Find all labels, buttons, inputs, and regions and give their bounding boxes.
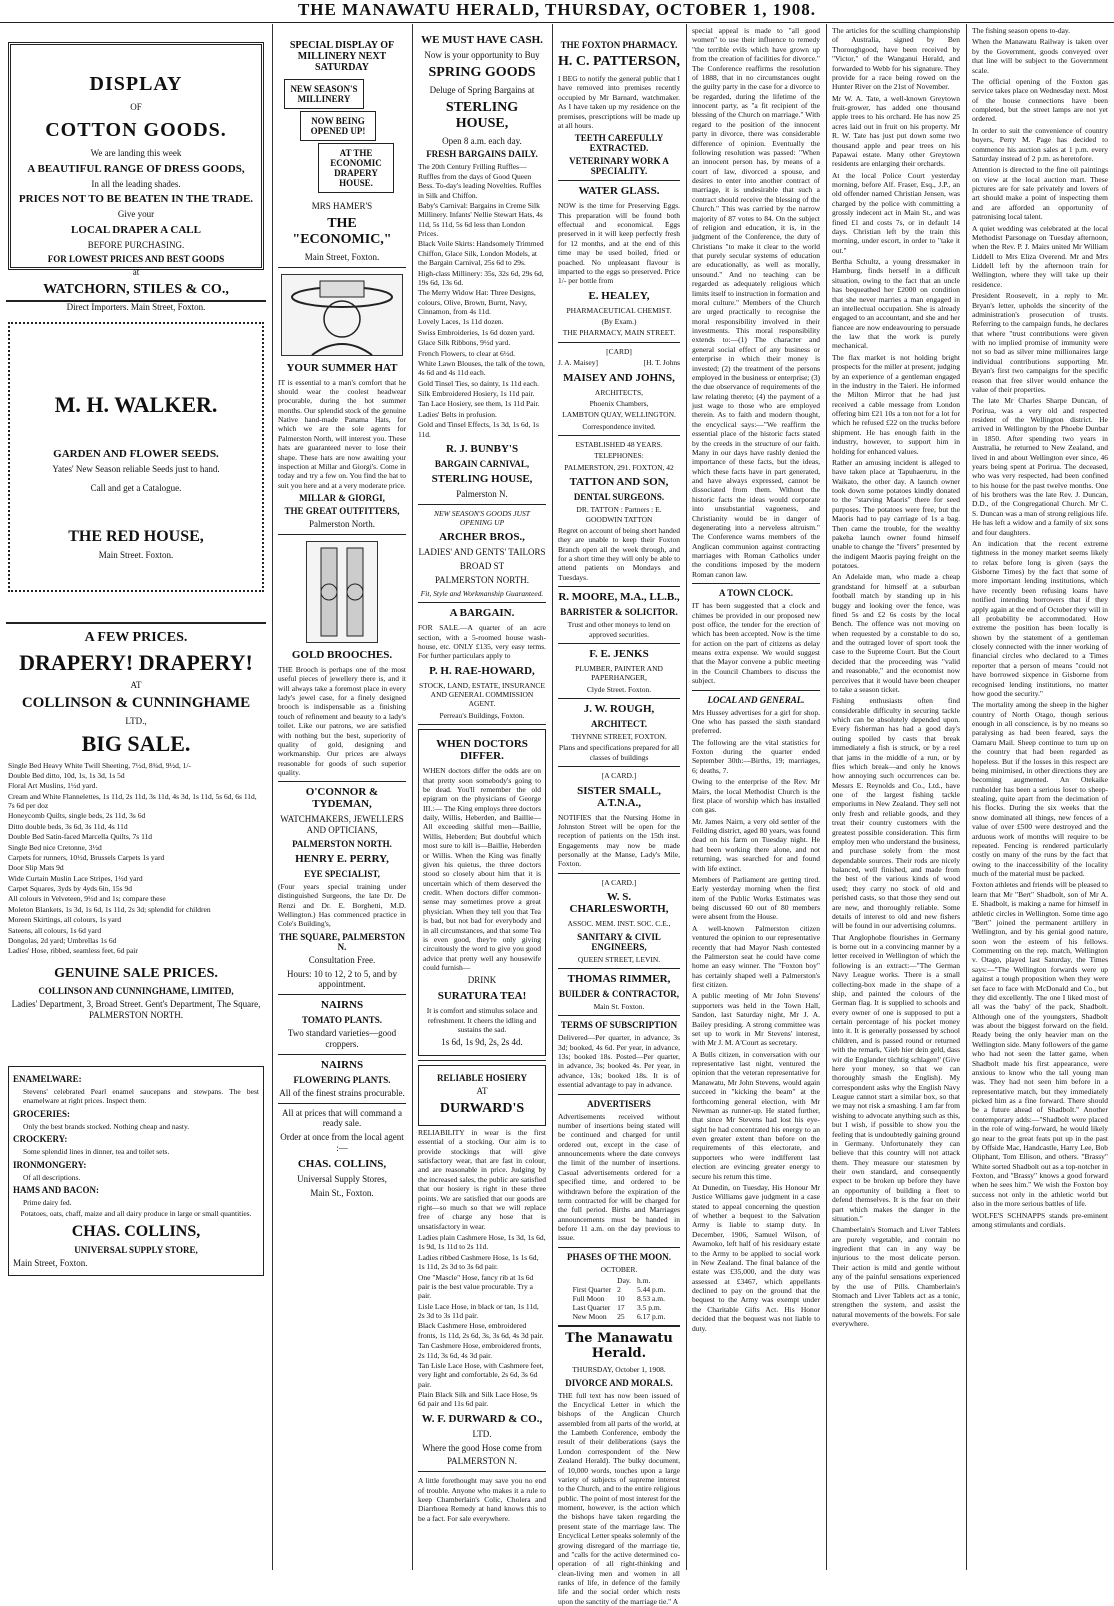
ad-text: In all the leading shades.: [17, 179, 255, 190]
ad-text: A BEAUTIFUL RANGE OF DRESS GOODS,: [17, 163, 255, 175]
ad-text: [CARD]: [558, 347, 680, 356]
ad-text: Hours: 10 to 12, 2 to 5, and by appointment.: [278, 969, 406, 991]
list-item: Swiss Embroideries, 1s 6d dozen yard.: [418, 328, 546, 337]
ad-text: Of all descriptions.: [13, 1173, 259, 1182]
ad-firm: W. F. DURWARD & CO.,: [418, 1413, 546, 1425]
ad-text: LADIES' AND GENTS' TAILORS: [418, 547, 546, 558]
brooch-illustration: [306, 541, 378, 643]
ad-firm: O'CONNOR & TYDEMAN,: [278, 786, 406, 810]
ad-text: ESTABLISHED 48 YEARS.: [558, 440, 680, 449]
bargain-list: [418, 162, 546, 439]
list-item: Ladies ribbed Cashmere Hose, 1s 1s 6d, 1s 11d, 2s 3d to 3s 6d pair.: [418, 1253, 546, 1272]
table-header: h.m.: [634, 1276, 668, 1285]
ad-firm: NAIRNS: [278, 999, 406, 1011]
hose-list: [418, 1233, 546, 1409]
article-body: President Roosevelt, in a reply to Mr. Bryan's letter, upholds the sincerity of the administration's prosecution of trusts. Referring to the campaign funds, he declares that where "trust contributions were given with no implied promise of immunity were not so bad as silver mine millionaires large individual contributions supporting Mr. Bryan's first two campaigns for the specific reason that free silver would enhance the value of their properties.: [972, 291, 1108, 394]
ad-text: UNIVERSAL SUPPLY STORE,: [13, 1245, 259, 1255]
ad-heading: ENAMELWARE:: [13, 1074, 259, 1084]
ad-firm: ARCHER BROS.,: [418, 531, 546, 543]
list-item: The 20th Century Frilling Ruffles—Ruffles from the days of Good Queen Bess. To-day's leading Novelties. Ruffles in Silk and Chiffon.: [418, 162, 546, 200]
table-row: [570, 1312, 669, 1321]
table-row: [570, 1294, 669, 1303]
price-list: [8, 761, 264, 956]
list-item: Double Bed ditto, 10d, 1s, 1s 3d, 1s 5d: [8, 771, 264, 780]
table-cell: 2: [614, 1285, 634, 1294]
ad-text: Ladies' Department, 3, Broad Street. Gent's Department, The Square, PALMERSTON NORTH.: [8, 999, 264, 1021]
ad-text: DRINK: [423, 975, 541, 986]
ad-text: Yates' New Season reliable Seeds just to hand.: [18, 464, 254, 475]
ad-text: BARRISTER & SOLICITOR.: [558, 607, 680, 617]
column-2: [274, 24, 410, 1570]
ad-text: Plans and specifications prepared for all classes of buildings: [558, 743, 680, 762]
list-item: Floral Art Muslins, 1½d yard.: [8, 781, 264, 790]
ad-text: DR. TATTON : Partners : E. GOODWIN TATTON: [558, 505, 680, 524]
ad-text: Where the good Hose come from: [418, 1443, 546, 1454]
article-body: The following are the vital statistics for Foxton during the quarter ended September 30th:—Births, 19; marriages, 6; deaths, 7.: [692, 738, 820, 776]
ad-title: DISPLAY: [17, 73, 255, 96]
list-item: Moleton Blankets, 1s 3d, 1s 6d, 1s 11d, 2s 3d; splendid for children: [8, 905, 264, 914]
ad-text: [558, 358, 680, 367]
ad-text: Main St. Foxton.: [558, 1002, 680, 1011]
ad-firm: R. MOORE, M.A., LL.B.,: [558, 591, 680, 603]
ad-title: A FEW PRICES.: [8, 630, 264, 646]
ad-text: GARDEN AND FLOWER SEEDS.: [18, 448, 254, 460]
ad-firm: E. HEALEY,: [558, 290, 680, 302]
ad-text: LTD.: [418, 1429, 546, 1440]
ad-text: ARCHITECT.: [558, 719, 680, 729]
ad-text: BROAD ST: [418, 561, 546, 572]
list-item: Sateens, all colours, 1s 6d yard: [8, 926, 264, 935]
ad-text: LOCAL DRAPER A CALL: [17, 224, 255, 236]
article-heading: YOUR SUMMER HAT: [278, 362, 406, 374]
ad-title: SPRING GOODS: [418, 65, 546, 81]
ad-body: Regret on account of being short handed they are unable to keep their Foxton Branch open all the week through, and for a short time they will only be able to attend patients on Mondays and Tuesdays.: [558, 526, 680, 582]
notice-body: Delivered—Per quarter, in advance, 3s 3d; booked, 4s 6d. Per year, in advance, 13s; booked 18s. Posted—Per quarter, in advance, 3s; booked 4s. Per year, in advance, 13s; booked 18s. It is of essential advantage to pay in advance.: [558, 1033, 680, 1089]
list-item: Silk Embroidered Hosiery, 1s 11d pair.: [418, 389, 546, 398]
ad-suratura: [418, 729, 546, 1056]
article-heading: ADVERTISERS: [558, 1099, 680, 1109]
ad-firm: HENRY E. PERRY,: [278, 853, 406, 865]
table-cell: 25: [614, 1312, 634, 1321]
ad-text: BARGAIN CARNIVAL,: [418, 459, 546, 469]
ad-body: FOR SALE.—A quarter of an acre section, with a 5-roomed house wash-house, etc. ONLY £135, very easy terms. For further particulars apply to: [418, 623, 546, 661]
ad-firm: P. H. RAE-HOWARD,: [418, 665, 546, 677]
article-body: Chamberlain's Stomach and Liver Tablets are purely vegetable, and contain no ingredient that can in any way be injurious to the most delicate person. Their action is mild and gentle without any of the painful sensations experienced by the use of Pills. Chamberlain's Stomach and Liver Tablets act as a tonic, strengthen the system, and assist the natural movements of the bowels. For sale everywhere.: [832, 1225, 960, 1328]
list-item: Glace Silk Ribbons, 9½d yard.: [418, 338, 546, 347]
ad-text: SANITARY & CIVIL ENGINEERS,: [558, 932, 680, 952]
ad-text: Direct Importers. Main Street, Foxton.: [17, 302, 255, 313]
ad-durward: [418, 1065, 546, 1126]
ad-text: PALMERSTON N.: [418, 1456, 546, 1467]
ad-text: OF: [17, 102, 255, 113]
ad-text: FOR LOWEST PRICES AND BEST GOODS: [17, 254, 255, 264]
column-7: [968, 24, 1112, 1570]
ad-collinson: [8, 630, 264, 1030]
article-body: special appeal is made to "all good women" to use their influence to remedy "the terrible evils which have grown up from the creation of facilities for divorce." The Conference reaffirms the resolution of 1888, that in no circumstances ought the guilty party in the case for a divorce to be regarded, during the lifetime of the innocent party, as "a fit recipient of the blessing of the Church on marriage." With regard to the position of the innocent party in divorce, there was considerable difference of opinion. Eventually the following resolution was passed: "When an innocent person has, by means of a court of law, divorced a spouse, and desires to enter into another contract of marriage, it is undesirable that such a contract should receive the blessing of the Church." This was carried by the narrow majority of 87 votes to 84. On the subject of religion and education, it is, in the judgment of the Conference, the duty of Christians "to make it clear to the world that purely secular systems of education are educationally, as well as morally, unsound." And no teaching can be regarded as adequately religious which limits itself to instruction in formation and moral culture." Members of the Church are urged practically to recognise the moral responsibility involved in their investments. This moral responsibility extends to:—(1) The character and general social effect of any business or enterprise in which their money is invested; (2) the treatment of the persons employed in the business or enterprise; (3) the due observance of requirements of the law relating thereto; (4) the payment of a just wage to those who are employed therein. As to faith and modern thought, the encyclical says:—"We reaffirm the essential place of the historic facts stated by the creeds in the structure of our faith. Many in our days have rashly denied the importance of these facts, but the ideas, which these facts have in part generated, and have always expressed, cannot be dissociated from them. Without the historic facts the ideas would corporate into unsubstantial vagueness, and Christianity would be in danger of degenerating into a nerveless altruism." The Conference warns members of the Anglican communion against contracting marriages with Roman Catholics under the conditions imposed by the modern Roman canon law.: [692, 26, 820, 579]
ad-text: Correspondence invited.: [558, 422, 680, 431]
table-header: Day.: [614, 1276, 634, 1285]
ad-text: We are landing this week: [17, 148, 255, 159]
list-item: French Flowers, to clear at 6½d.: [418, 349, 546, 358]
ad-body: WHEN doctors differ the odds are on that pretty soon somebody's going to be dead. You'll remember the old epigram on the physicians of George III.:— The King employs three doctors daily, Willis, Heberden, and Baillie—All exceeding skilful men—Baillie, Willis, Heberden; But doubtful which most sure to kill is—Baillie, Heberden or Willis. When the King was finally given his quietus, the three doctors stood so closely about him that it is uncertain which of them deserved the credit. When doctors differ common-sense may sometimes prove a great physician. When they tell you that Tea is bad, but not bad for everybody and in all circumstances, and that some Tea is even good, they're only giving circuitously the word to give you good advice that pretty well any housewife could furnish—: [423, 766, 541, 972]
table-row: [570, 1285, 669, 1294]
article-body: When the Manawatu Railway is taken over by the Government, goods conveyed over that line will be subject to the Government scale.: [972, 37, 1108, 75]
table-cell: Full Moon: [570, 1294, 615, 1303]
article-heading: PHASES OF THE MOON.: [558, 1252, 680, 1262]
ad-firm: CHAS. COLLINS,: [278, 1158, 406, 1170]
ad-text: MRS HAMER'S: [278, 201, 406, 212]
ad-text: Deluge of Spring Bargains at: [418, 85, 546, 96]
newspaper-title: The Manawatu Herald.: [558, 1331, 680, 1361]
ad-text: ASSOC. MEM. INST. SOC. C.E.,: [558, 919, 680, 928]
ad-firm: SISTER SMALL, A.T.N.A.,: [558, 785, 680, 809]
ad-firm: W. S. CHARLESWORTH,: [558, 891, 680, 915]
ad-text: Palmerston North.: [278, 519, 406, 530]
table-cell: First Quarter: [570, 1285, 615, 1294]
article-body: An indication that the recent extreme tightness in the money market seems likely to relax before long is given (says the Gisborne Times) by the fact that some of more important lending institutions, which have recently been refusing loans have notified intending borrowers that if they apply again at the end of October they will in all probability be accommodated. How extreme the position has been locally is shown by the statement of a gentleman closely connected with the inner working of financial circles who declared to a Times reporter that a person of means "could not have borrowed sixpence in Gisborne from recognised lending institutions, no matter how good the security.": [972, 539, 1108, 698]
article-heading: LOCAL AND GENERAL.: [692, 695, 820, 705]
ad-text: Fit, Style and Workmanship Guaranteed.: [418, 589, 546, 598]
ad-text: TOMATO PLANTS.: [278, 1015, 406, 1025]
article-body: The mortality among the sheep in the higher country of North Otago, though serious enough in all conscience, is by no means so paralysing as had been feared, says the Oamaru Mail. Sheep continue to turn up on the country that had been regarded as hopeless. But if the losses in this respect are being minimised, in other directions they are becoming augmented. An Otekaike runholder has been a serious loser to sheep-stealing, quite apart from the decimation of his flocks. During the six weeks that the snow dominated all things, new fences of a value of over £500 were destroyed and the arduous work of months will require to be repeated. Fencing is rendered particularly costly on many of the runs by the fact that owing to the inaccessibility of the locality much of the material must be packed.: [972, 700, 1108, 878]
ad-firm: WATCHORN, STILES & CO.,: [17, 282, 255, 298]
ad-firm: SURATURA TEA!: [423, 990, 541, 1002]
ad-text: Open 8 a.m. each day.: [418, 136, 546, 147]
ad-text: Trust and other moneys to lend on approved securities.: [558, 620, 680, 639]
table-cell: 3.5 p.m.: [634, 1303, 668, 1312]
ad-title: SPECIAL DISPLAY OF MILLINERY NEXT SATURDAY: [278, 40, 406, 73]
article-heading: WHEN DOCTORS DIFFER.: [423, 738, 541, 762]
article-body: A Bulls citizen, in conversation with our representative last night, ventured the opinion that the veteran representative for Manawatu, Mr John Stevens, would again succeed in "kicking the beam" at the forthcoming general election, with Mr Newman as runner-up. He stated further, that since Mr Stevens had lost his eye-sight he had concentrated his energy to an even greater extent than before on the requirements of this electorate, and supporters who were indifferent last election are evincing greater energy to secure his return this time.: [692, 1050, 820, 1181]
list-item: Gold Tinsel Ties, so dainty, 1s 11d each.: [418, 379, 546, 388]
list-item: Carpets for runners, 10½d, Brussels Carpets 1s yard: [8, 853, 264, 862]
ad-text: DENTAL SURGEONS.: [558, 492, 680, 502]
ad-text: at: [17, 267, 255, 278]
article-heading: TERMS OF SUBSCRIPTION: [558, 1020, 680, 1030]
ad-heading: IRONMONGERY:: [13, 1160, 259, 1170]
article-body: Mr. James Nairn, a very old settler of the Feilding district, aged 80 years, was found dead on his farm on Tuesday night. He had been working there alone, and not returning, was searched for and found with life extinct.: [692, 817, 820, 873]
partner-left: J. A. Maisey]: [558, 358, 598, 367]
list-item: Tan Lace Hosiery, see them, 1s 11d Pair.: [418, 399, 546, 408]
list-item: The Merry Widow Hat: Three Designs, colours, Olive, Brown, Burnt, Navy, Cinnamon, from 4s 11d.: [418, 288, 546, 316]
article-heading: DIVORCE AND MORALS.: [558, 1378, 680, 1388]
article-body: The official opening of the Foxton gas service takes place on Wednesday next. Most of the house connections have been completed, but the street lamps are not yet ordered.: [972, 77, 1108, 124]
list-item: Door Slip Mats 9d: [8, 863, 264, 872]
list-item: All colours in Velveteen, 9½d and 1s; compare these: [8, 894, 264, 903]
table-cell: 10: [614, 1294, 634, 1303]
article-body: The late Mr Charles Sharpe Duncan, of Porirua, was a very old and respected resident of the Wellington district. He arrived in Wellington by the Phoebe Dunbar in 1850. After spending two years in Australia, he returned to New Zealand, and lived in and about Wellington ever since, 46 years being spent at Porirua. The deceased, who was very respected, had been confined to his house for the past twelve months. One of his brothers was the late Rev. J. Duncan, D.D., of the Congregational Church. Mr C. S. Duncan was a man of strong religious life. He has left a widow and a family of six sons and four daughters.: [972, 396, 1108, 537]
ad-text: LAMBTON QUAY, WELLINGTON.: [558, 410, 680, 419]
ad-body: THE Brooch is perhaps one of the most useful pieces of jewellery there is, and it will always take a foremost place in every lady's jewel case, for a finely designed brooch is indispensable as a finishing touch of refinement and beauty to a lady's toilet. Like our patrons, we are satisfied with nothing but the best, superiority of quality of gold, designing and workmanship. Our prices are always reasonable for goods of such superior quality.: [278, 665, 406, 778]
ad-text: PALMERSTON NORTH.: [418, 575, 546, 586]
list-item: Dongolas, 2d yard; Umbrellas 1s 6d: [8, 936, 264, 945]
ad-text: PRICES NOT TO BE BEATEN IN THE TRADE.: [17, 193, 255, 205]
ad-text: Potatoes, oats, chaff, maize and all dairy produce in large or small quantities.: [13, 1209, 259, 1218]
list-item: Tan Lisle Lace Hose, with Cashmere feet, very light and comfortable, 2s 6d, 3s 6d pair.: [418, 1361, 546, 1389]
ad-text: VETERINARY WORK A SPECIALITY.: [558, 156, 680, 176]
ad-text: All of the finest strains procurable.: [278, 1088, 406, 1099]
ad-text: NEW SEASON'S GOODS JUST OPENING UP: [418, 509, 546, 528]
article-body: Mrs Hussey advertises for a girl for shop. One who has passed the sixth standard preferred.: [692, 708, 820, 736]
article-body: Rather an amusing incident is alleged to have taken place at Tapuhaeruru, in the Waikato, the other day. A launch owner took down some potatoes kindly donated to the "starving Maoris" there for seed purposes. The potatoes were free, but the Maoris had to pay carriage of 1s a bag. Then came the trouble, for the wealthy pakeha launch owner found himself unable to change the "fivers" presented by the indigent Maoris paying freight on the potatoes.: [832, 458, 960, 571]
ad-text: Call and get a Catalogue.: [18, 483, 254, 494]
list-item: Wide Curtain Muslin Lace Stripes, 1½d yard: [8, 874, 264, 883]
column-1: [2, 24, 270, 1570]
ad-firm: J. W. ROUGH,: [558, 703, 680, 715]
ad-archer: [418, 509, 546, 599]
article-body: The flax market is not holding bright prospects for the miller at present, judging by an experience of a gentleman engaged in the industry in the Taieri. He informed the Milton Mirror that he had just received a cable message from London offering him £21 10s a ton not for a lot for which he refused £22 on the trucks before shipment. He has enough faith in the industry, however, to support him in holding for enhanced values.: [832, 353, 960, 456]
article-body: Fishing enthusiasts often find considerable difficulty in securing tackle which can be absolutely depended upon. Every fisherman has had a good day's outing spoiled by casts that break immediately a fish is struck, or by a reel that jams in the middle of a run, or by flies which break—and only he knows how annoying such occurrences can be. Messrs E. Reynolds and Co., Ltd., have one of the largest fishing tackle emporiums in New Zealand. They sell not only fresh and reliable goods, and they treat their country customers with the greatest possible consideration. This firm employ men who understand the business, and purchase solely from the most dependable sources. Their rods are nicely balanced, well finished, and made from the best of the various kinds of wood used; they carry no stock of old and perished casts, so that those they send out are new, and thoroughly reliable. Some details of interest to old and new fishers will be found in our advertising columns.: [832, 696, 960, 930]
ad-box: AT THE ECONOMIC DRAPERY HOUSE.: [318, 143, 394, 193]
ad-body: RELIABILITY in wear is the first essential of a stocking. Our aim is to provide stockings that will give satisfactory wear, that are fast in colour, and are reasonable in price. Judging by the increased sales, the public are satisfied that our hosiery is right in these three points. We are satisfied that our goods are right—so much so that we will replace free of charge any hose that is unsatisfactory in wear.: [418, 1128, 546, 1231]
article-heading: A BARGAIN.: [418, 607, 546, 619]
list-item: High-class Millinery: 35s, 32s 6d, 29s 6d, 19s 6d, 13s 6d.: [418, 269, 546, 288]
article-body: The articles for the sculling championship of Australia, signed by Ben Thoroughgood, have been received by "Victor," of the Wanganui Herald, and forwarded to Webb for his signature. They provide for a race being rowed on the Hunter River on the 21st of November.: [832, 26, 960, 92]
article-body: At Dunedin, on Tuesday, His Honour Mr Justice Williams gave judgment in a case stated to appeal concerning the question of whether a bequest to the Salvation Army is liable to stamp duty. In December, 1906, Samuel Wilson, of Awamoko, left half of his residuary estate to the Army to be applied to social work in New Zealand. The final balance of the estate was £35,000, and the duty was assessed at £3467, which appellants declined to pay on the ground that the bequest to the Army was exempt under the Charitable Gifts Act. His Honor decided that the bequest was not liable to duty.: [692, 1183, 820, 1333]
column-rule: [826, 24, 827, 1570]
ad-text: Order at once from the local agent :—: [278, 1132, 406, 1154]
article-body: Owing to the enterprise of the Rev. Mr Mairs, the local Methodist Church is the first place of worship which has installed con gas.: [692, 777, 820, 815]
ad-text: Main Street, Foxton.: [13, 1258, 259, 1269]
ad-body: I BEG to notify the general public that I have removed into premises recently occupied by Mr Barnard, watchmaker. As I have taken up my residence on the premises, prescriptions will be made up at all hours.: [558, 74, 680, 130]
column-rule: [272, 24, 273, 1570]
ad-text: Stevens' celebrated Pearl enamel saucepans and stewpans. The best enamelware at right prices. Inspect them.: [13, 1087, 259, 1106]
ad-firm: MILLAR & GIORGI,: [278, 493, 406, 503]
ad-text: WATCHMAKERS, JEWELLERS AND OPTICIANS,: [278, 814, 406, 836]
ad-text: Phoenix Chambers,: [558, 399, 680, 408]
ad-text: PHARMACEUTICAL CHEMIST.: [558, 306, 680, 315]
ad-text: ARCHITECTS,: [558, 388, 680, 397]
list-item: One "Mascle" Hose, fancy rib at 1s 6d pair is the best value procurable. Try a pair.: [418, 1273, 546, 1301]
ad-text: Some splendid lines in dinner, tea and toilet sets.: [13, 1147, 259, 1156]
list-item: Moreen Skirtings, all colours, 1s yard: [8, 915, 264, 924]
list-item: Single Bed nice Cretonne, 3½d: [8, 843, 264, 852]
ad-text: 1s 6d, 1s 9d, 2s, 2s 4d.: [423, 1037, 541, 1048]
ad-text: Give your: [17, 209, 255, 220]
ad-text: QUEEN STREET, LEVIN.: [558, 955, 680, 964]
ad-body: NOW is the time for Preserving Eggs. This preparation will be found both effectual and economical. Eggs preserved in it will keep perfectly fresh for 12 months, and at the end of this time may be used boiled, fried or poached. No unpleasant flavour is imparted to the eggs so preserved. Price 1/- per bottle from: [558, 201, 680, 285]
table-row: [570, 1303, 669, 1312]
ad-watchorn-stiles: [8, 42, 264, 270]
ad-text: PALMERSTON NORTH.: [278, 839, 406, 849]
article-body: An Adelaide man, who made a cheap grandstand for himself at a suburban football match by standing up in his buggy and looking over the fence, was fined 5s and £2 6s costs by the local Bench. The offence was not moving on when requested by a constable to do so, and the outraged lover of sport took the case to the Supreme Court. But the Court decided that the proceeding was "valid and reasonable," and the economist now perceives that it would have been cheaper to take a season ticket.: [832, 572, 960, 694]
article-heading: GOLD BROOCHES.: [278, 649, 406, 661]
article-body: Attention is directed to the fine oil paintings on view at the local auction mart. These pictures are for sale privately and lovers of art should make a point of inspecting them and are afforded an opportunity of patronising local talent.: [972, 165, 1108, 221]
table-cell: New Moon: [570, 1312, 615, 1321]
ad-text: EYE SPECIALIST,: [278, 869, 406, 879]
ad-title: GENUINE SALE PRICES.: [8, 966, 264, 982]
column-6: [828, 24, 964, 1570]
ad-firm: CHAS. COLLINS,: [13, 1223, 259, 1241]
ad-text: Clyde Street. Foxton.: [558, 685, 680, 694]
ad-text: Main Street. Foxton.: [18, 550, 254, 561]
ad-title: DRAPERY! DRAPERY!: [8, 650, 264, 676]
ad-text: PLUMBER, PAINTER AND PAPERHANGER,: [558, 664, 680, 683]
ad-heading: HAMS AND BACON:: [13, 1185, 259, 1195]
ad-firm: TATTON AND SON,: [558, 476, 680, 488]
ad-text: All at prices that will command a ready sale.: [278, 1108, 406, 1130]
list-item: Ladies' Belts in profusion.: [418, 410, 546, 419]
article-body: Mr W. A. Tate, a well-known Greytown fruit-grower, has added one thousand apple trees to his orchard. He has now 25 acres laid out in fruit on his property. Mr R. W. Tate has just put down some two thousand apple and pear trees on his Papawai estate. Many other Greytown residents are enlarging their orchards.: [832, 94, 960, 169]
ad-text: COLLINSON AND CUNNINGHAME, LIMITED,: [8, 986, 264, 996]
ad-text: Now is your opportunity to Buy: [418, 50, 546, 61]
ad-text: (By Exam.): [558, 317, 680, 326]
ad-title: RELIABLE HOSIERY: [423, 1073, 541, 1083]
ad-firm: M. H. WALKER.: [18, 392, 254, 418]
article-body: WOLFE'S SCHNAPPS stands pre-eminent among stimulants and cordials.: [972, 1211, 1108, 1230]
list-item: Gold and Tinsel Effects, 1s 3d, 1s 6d, 1s 11d.: [418, 420, 546, 439]
article-body: A well-known Palmerston citizen ventured the opinion to our representative recently that had Mayor Nash contested the Palmerston seat he could have come home an easy winner. The "Foxton boy" has certainly shaped well a Palmerston's first citizen.: [692, 924, 820, 990]
list-item: Ladies' Hose, ribbed, seamless feet, 6d pair: [8, 946, 264, 955]
column-4: [554, 24, 684, 1570]
article-body: Foxton athletes and friends will be pleased to learn that Mr "Bert" Shadbolt, son of Mr A. E. Shadbolt, is making a name for himself in athletic circles in Wellington. Some time ago "Bert" joined the permanent artillery in Wellington, and by his genial good nature, soon won the esteem of his fellows. Commenting on the rep. match, Wellington v. Otago, played last Saturday, the Times says:—"The Wellington forwards were up against a tough proposition when they were set face to face with McDonald and Co., but they did excellently. The one I liked most of all was the 'baby' of the pack, Shadbolt. Although one of the youngsters, Shadbolt was about the biggest forward on the field. Ready being the only heavier man on the Wellington side. Many followers of the game who had not seen the latter game, when Shadbolt made his first appearance, were anxious to know who the tall young man was. They had not seen him before in a representative match, but they immediately picked him as a fine forward. There should be a future ahead of Shadbolt." Another contemporary adds:—"Shadbolt were placed in the role of wing-forward, he would likely go near to the great feats put up in the past by Offside Mac, Handcastle, Harry Lee, Bob Oliphant, Tom Ellison, and others. "Brassy" White sorted Shadbolt out as a top-notcher in Foxton, and "Brassy" knows a good forward when he sees him." We wish the Foxton boy success not only in the athletic world but also in the more serious battles of life.: [972, 880, 1108, 1208]
article-body: At the local Police Court yesterday morning, before Alf. Fraser, Esq., J.P., an old offender named Christian Jensen, was charged by the police with committing a grossly indecent act in Main St., and was fined £1 and costs 7s, or in default 14 days. Christian left by the train this morning, under escort, in order to "take it out.": [832, 171, 960, 255]
ad-chas-collins: [8, 1066, 264, 1276]
ad-title: BIG SALE.: [8, 731, 264, 757]
article-body: IT has been suggested that a clock and chimes be provided in our proposed new post office, the tender for the erection of which has been accepted. Now is the time for action on the part of citizens as delay means extra expense. We would suggest that the Mayor convene a public meeting in the Council Chambers to discuss the subject.: [692, 601, 820, 685]
article-body: That Anglophobe flourishes in Germany is borne out in a convincing manner by a letter received in Wellington of which the following is an extract:—"The German Navy League works. There is a small collecting-box made in the shape of a ship, and painted the colours of the German flag. It is supplied to schools and every owner of one is supposed to put a certain percentage of his pocket money into it. It is generally possessed by school children, and is passed round or returned with the remark, 'Gieb hier dein geld, dass wir die Englander tüchtig schlagen!' (Give here your money, so that we can thoroughly smash the English). My correspondent asks why the English Navy League cannot start a similar box, so that we may not risk a smashing. I am far from wishing to advocate anything such as this, but I wish, if possible to show you the feeling that is undoubtedly gaining ground in Germany. Unfortunately they can believe that this country will not attack them. They measure our statesmen by their own standard, and consequently expect to be broken up before they have an opportunity of building a fleet to defend themselves. It is the fear on their part which makes the danger in the situation.": [832, 933, 960, 1224]
list-item: Ditto double beds, 3s 6d, 3s 11d, 4s 11d: [8, 822, 264, 831]
article-body: In order to suit the convenience of country buyers, Perry M. Page has decided to commence his auction sales at 1 p.m. every Saturday instead of 2 p.m. as heretofore.: [972, 126, 1108, 164]
ad-title: THE FOXTON PHARMACY.: [558, 40, 680, 50]
ad-firm: THOMAS RIMMER,: [558, 973, 680, 985]
ad-firm: THE RED HOUSE,: [18, 528, 254, 546]
ad-body: NOTIFIES that the Nursing Home in Johnston Street will be open for the reception of patients on the 15th inst. Engagements may now be made personally at the Manse, Lady's Mile, Foxton.: [558, 813, 680, 869]
ad-title: WE MUST HAVE CASH.: [418, 34, 546, 46]
article-body: THE full text has now been issued of the Encyclical Letter in which the bishops of the Anglican Church assembled from all parts of the world, at the Lambeth Conference, embody the result of their deliberations (says the London correspondent of the New Zealand Herald). The bulky document, of 10,000 words, touches upon a large variety of subjects of supreme interest to the Church, and to the entire religious public. The point of most interest for the moment, however, is the action which the bishops have taken regarding the present state of the marriage law. The Encyclical Letter speaks solemnly of the growing disregard of the marriage tie, and "calls for the active determined co-operation of all right-thinking and clean-living men and women in all ranks of life, in defence of the family life and the social order which rests upon the sanctity of the marriage tie." A: [558, 1391, 680, 1606]
list-item: Black Cashmere Hose, embroidered fronts, 1s 11d, 2s 6d, 3s, 3s 6d, 4s 3d pair.: [418, 1321, 546, 1340]
list-item: Plain Black Silk and Silk Lace Hose, 9s 6d pair and 11s 6d pair.: [418, 1390, 546, 1409]
ad-text: [A CARD.]: [558, 771, 680, 780]
ad-text: It is comfort and stimulus solace and refreshment. It cheers the idling and sustains the sad.: [423, 1006, 541, 1034]
list-item: Black Voile Skirts: Handsomely Trimmed Chiffon, Glace Silk, London Models, at the Bargain Carnival, 25s 6d to 29s.: [418, 239, 546, 267]
article-body: Bertha Schultz, a young dressmaker in Hamburg, finds herself in a difficult situation, owing to the fact that an uncle has bequeathed her £2000 on condition that she never marries a man engaged in an intellectual occupation. She is already engaged to an accountant, and she and her fiancee are now endeavouring to persuade the law that the work is purely mechanical.: [832, 257, 960, 351]
table-cell: 5.44 p.m.: [634, 1285, 668, 1294]
list-item: Ladies plain Cashmere Hose, 1s 3d, 1s 6d, 1s 9d, 1s 11d to 2s 11d.: [418, 1233, 546, 1252]
table-cell: 17: [614, 1303, 634, 1312]
article-heading: A TOWN CLOCK.: [692, 588, 820, 598]
ad-text: Universal Supply Stores,: [278, 1174, 406, 1185]
man-in-hat-illustration: [281, 274, 403, 356]
ad-text: THE GREAT OUTFITTERS,: [278, 506, 406, 516]
article-body: The fishing season opens to-day.: [972, 26, 1108, 35]
column-5: [688, 24, 824, 1570]
ad-box: NOW BEING OPENED UP!: [300, 111, 376, 141]
ad-text: Main Street, Foxton.: [278, 252, 406, 263]
ad-text: LTD.,: [8, 716, 264, 727]
ad-text: Only the best brands stocked. Nothing cheap and nasty.: [13, 1122, 259, 1131]
ad-heading: GROCERIES:: [13, 1109, 259, 1119]
ad-text: FLOWERING PLANTS.: [278, 1075, 406, 1085]
ad-text: TEETH CAREFULLY EXTRACTED.: [558, 133, 680, 153]
ad-text: Two standard varieties—good croppers.: [278, 1028, 406, 1050]
ad-text: BUILDER & CONTRACTOR,: [558, 989, 680, 999]
column-3: [414, 24, 550, 1570]
ad-text: Perreau's Buildings, Foxton.: [418, 711, 546, 720]
list-item: Lisle Lace Hose, in black or tan, 1s 11d, 2s 3d to 3s 11d pair.: [418, 1302, 546, 1321]
ad-body: (Four years special training under distinguished Surgeons, the late Dr. De Renzi and Dr. E. Borghetti, M.D. Wellington.) Has commenced practice in Cole's Building's,: [278, 882, 406, 929]
column-rule: [552, 24, 553, 1570]
ad-text: [A CARD.]: [558, 878, 680, 887]
ad-body: IT is essential to a man's comfort that he should wear the coolest headwear procurable, during the hot summer months. Our splendid stock of the genuine Native hand-made Panama Hats, for which we are the sole agents for Palmerston North, will interest you. These hats are guaranteed never to lose their shape. These hats are now awaiting your inspection at Millar and Giorgi's. Come in today and try a few on. You find the hat to suit you here and at a very moderate price.: [278, 378, 406, 491]
table-cell: 6.17 p.m.: [634, 1312, 668, 1321]
notice-body: Advertisements received without number of insertions being stated will be continued and charged for until ordered out, except in the case of announcements where the date conveys the limit of the number of insertions. Casual advertisements ordered for a specified time, and ordered to be withdrawn before the expiration of the term contracted for will be charged for the full period. Births and Marriages announcements must be handed in before 11 a.m. on the day previous to issue.: [558, 1112, 680, 1243]
ad-text: TELEPHONES:: [558, 451, 680, 460]
ad-firm: H. C. PATTERSON,: [558, 54, 680, 70]
moon-table: [570, 1276, 669, 1321]
article-heading: WATER GLASS.: [558, 185, 680, 197]
ad-firm: F. E. JENKS: [558, 648, 680, 660]
table-cell: 8.53 a.m.: [634, 1294, 668, 1303]
ad-firm: DURWARD'S: [423, 1101, 541, 1117]
list-item: Tan Cashmere Hose, embroidered fronts, 2s 11d, 3s 6d, 4s 3d pair.: [418, 1341, 546, 1360]
ad-text: Main St., Foxton.: [278, 1188, 406, 1199]
masthead: THE MANAWATU HERALD, THURSDAY, OCTOBER 1, 1908.: [0, 0, 1114, 23]
ad-text: THYNNE STREET, FOXTON.: [558, 732, 680, 741]
column-rule: [966, 24, 967, 1570]
ad-text: Palmerston N.: [418, 489, 546, 500]
article-body: A public meeting of Mr John Stevens' supporters was held in the Town Hall, Sandon, last Saturday night, Mr J. A. Bailey presiding. A strong committee was set up to work in Mr Stevens' interest, with Mr J. M. A'Court as secretary.: [692, 991, 820, 1047]
ad-firm: THE "ECONOMIC,": [278, 216, 406, 248]
table-header: [570, 1276, 615, 1285]
ad-text: THE PHARMACY, MAIN STREET.: [558, 328, 680, 337]
ad-firm: COLLINSON & CUNNINGHAME: [8, 695, 264, 712]
ad-walker: [8, 322, 264, 592]
list-item: Single Bed Heavy White Twill Sheeting, 7½d, 8¾d, 9½d, 1/-: [8, 761, 264, 770]
ad-text: Consultation Free.: [278, 955, 406, 966]
article-body: Members of Parliament are getting tired. Early yesterday morning when the first item of the Public Works Estimates was being discussed 60 out of 80 members were absent from the House.: [692, 875, 820, 922]
partner-right: [H. T. Johns: [644, 358, 680, 367]
ad-body: A little forethought may save you no end of trouble. Anyone who makes it a rule to keep Chamberlain's Colic, Cholera and Diarrhoea Remedy at hand knows this to be a fact. For sale everywhere.: [418, 1476, 546, 1523]
ad-text: PALMERSTON, 291. FOXTON, 42: [558, 463, 680, 472]
ad-box: NEW SEASON'S MILLINERY: [284, 79, 364, 109]
ad-text: BEFORE PURCHASING.: [17, 240, 255, 251]
column-rule: [686, 24, 687, 1570]
list-item: White Lawn Blouses, the talk of the town, 4s 6d and 4s 11d each.: [418, 359, 546, 378]
ad-text: AT: [423, 1086, 541, 1097]
list-item: Carpet Squares, 3yds by 4yds 6in, 15s 9d: [8, 884, 264, 893]
list-item: Double Bed Satin-faced Marcella Quilts, 7s 11d: [8, 832, 264, 841]
ad-firm: NAIRNS: [278, 1059, 406, 1071]
ad-heading: CROCKERY:: [13, 1134, 259, 1144]
ad-title: COTTON GOODS.: [17, 119, 255, 142]
ad-firm: STERLING HOUSE,: [418, 100, 546, 132]
ad-text: THE SQUARE, PALMERSTON N.: [278, 932, 406, 952]
list-item: Honeycomb Quilts, single beds, 2s 11d, 3s 6d: [8, 811, 264, 820]
list-item: Baby's Carnival: Bargains in Creme Silk Millinery. Infants' Nellie Stewart Hats, 4s 11d, 5s 11d, 5s 6d less than London Prices.: [418, 201, 546, 239]
ad-text: AT: [8, 680, 264, 691]
list-item: Lovely Laces, 1s 11d dozen.: [418, 317, 546, 326]
ad-text: Prime dairy fed.: [13, 1198, 259, 1207]
ad-text: STERLING HOUSE,: [418, 473, 546, 485]
article-body: A quiet wedding was celebrated at the local Methodist Parsonage on Tuesday afternoon, when the Rev. P. J. Mairs united Mr William Liddell to Mrs Eliza Overend. Mr and Mrs Liddell left by the afternoon train for Wellington, where they will take up their residence.: [972, 224, 1108, 290]
ad-firm: MAISEY AND JOHNS,: [558, 372, 680, 384]
ad-text: FRESH BARGAINS DAILY.: [418, 149, 546, 159]
ad-text: OCTOBER.: [558, 1265, 680, 1274]
ad-firm: R. J. BUNBY'S: [418, 443, 546, 455]
table-cell: Last Quarter: [570, 1303, 615, 1312]
issue-date: THURSDAY, October 1, 1908.: [558, 1365, 680, 1374]
ad-text: STOCK, LAND, ESTATE, INSURANCE AND GENERAL COMMISSION AGENT.: [418, 681, 546, 709]
list-item: Cream and White Flannelettes, 1s 11d, 2s 11d, 3s 11d, 4s 3d, 1s 11d, 5s 6d, 6s 11d, 7s 6d per doz: [8, 792, 264, 811]
column-rule: [412, 24, 413, 1570]
